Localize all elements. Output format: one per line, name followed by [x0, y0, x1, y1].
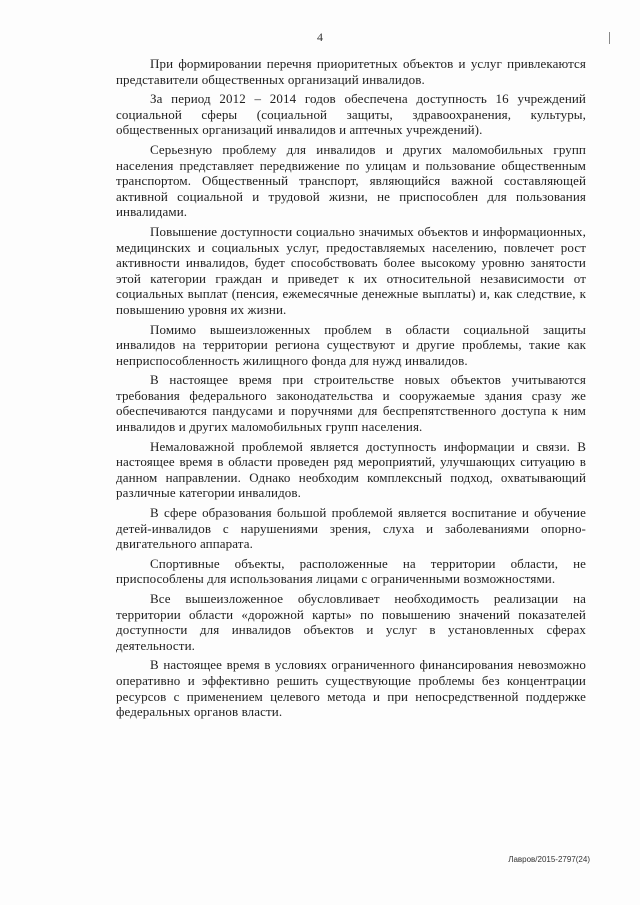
footer-document-code: Лавров/2015-2797(24): [508, 855, 590, 864]
paragraph-3: Серьезную проблему для инвалидов и других маломобильных групп населения представляет передвижение по улицам и пользование общественным транспортом. Общественный транспорт, являющийся важной составляющей активной социальной и трудовой жизни, не приспособлен для пользования инвалидами.: [116, 141, 586, 220]
page-number: 4: [317, 30, 323, 44]
paragraph-5: Помимо вышеизложенных проблем в области социальной защиты инвалидов на территории региона существуют и другие проблемы, такие как неприспособленность жилищного фонда для нужд инвалидов.: [116, 321, 586, 368]
paragraph-2: За период 2012 – 2014 годов обеспечена доступность 16 учреждений социальной сферы (социальной защиты, здравоохранения, культуры, общественных организаций инвалидов и аптечных учреждений).: [116, 91, 586, 138]
paragraph-8: В сфере образования большой проблемой является воспитание и обучение детей-инвалидов с нарушениями зрения, слуха и заболеваниями опорно-двигательного аппарата.: [116, 505, 586, 552]
paragraph-6: В настоящее время при строительстве новых объектов учитываются требования федерального законодательства и сооружаемые здания сразу же обеспечиваются пандусами и поручнями для беспрепятственного доступа к ним инвалидов и других маломобильных групп населения.: [116, 372, 586, 435]
paragraph-10: Все вышеизложенное обусловливает необходимость реализации на территории области «дорожной карты» по повышению значений показателей доступности для инвалидов объектов и услуг в установленных сферах деятельности.: [116, 591, 586, 653]
paragraph-7: Немаловажной проблемой является доступность информации и связи. В настоящее время в области проведен ряд мероприятий, улучшающих ситуацию в данном направлении. Однако необходим комплексный подход, охватывающий различные категории инвалидов.: [116, 438, 586, 501]
margin-mark: [609, 32, 610, 44]
paragraph-11: В настоящее время в условиях ограниченного финансирования невозможно оперативно и эффективно решить существующие проблемы без концентрации ресурсов с применением целевого метода и при непосредственной поддержке федеральных органов власти.: [116, 657, 586, 720]
body-text: [116, 56, 586, 724]
paragraph-9: Спортивные объекты, расположенные на территории области, не приспособлены для использования лицами с ограниченными возможностями.: [116, 555, 586, 587]
paragraph-4: Повышение доступности социально значимых объектов и информационных, медицинских и социальных услуг, предоставляемых населению, повлечет рост активности инвалидов, будет способствовать более высокому уровню занятости этой категории граждан и приведет к их относительной независимости от социальных выплат (пенсия, ежемесячные денежные выплаты) и, как следствие, к повышению уровня их жизни.: [116, 223, 586, 317]
paragraph-1: При формировании перечня приоритетных объектов и услуг привлекаются представители общественных организаций инвалидов.: [116, 56, 586, 87]
